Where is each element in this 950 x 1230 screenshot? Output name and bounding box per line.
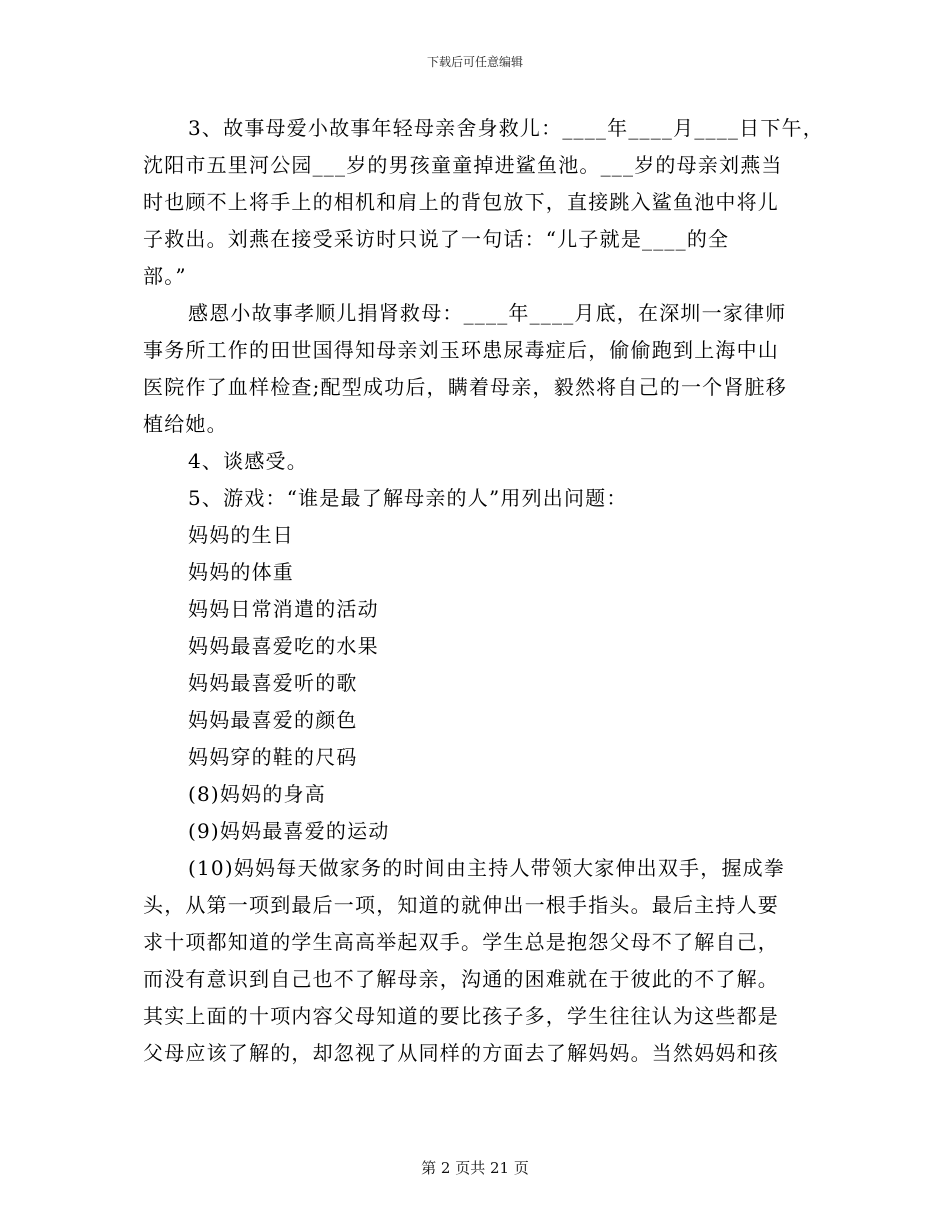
list-item: 妈妈的生日 xyxy=(188,523,294,547)
paragraph-line: 头，从第一项到最后一项，知道的就伸出一根手指头。最后主持人要 xyxy=(143,893,779,917)
list-item: (9)妈妈最喜爱的运动 xyxy=(188,819,390,843)
paragraph-line: 父母应该了解的，却忽视了从同样的方面去了解妈妈。当然妈妈和孩 xyxy=(143,1041,779,1065)
list-item: 妈妈日常消遣的活动 xyxy=(188,597,379,621)
list-item: 妈妈最喜爱的颜色 xyxy=(188,708,358,732)
paragraph-line: 而没有意识到自己也不了解母亲，沟通的困难就在于彼此的不了解。 xyxy=(143,967,779,991)
paragraph-line: 求十项都知道的学生高高举起双手。学生总是抱怨父母不了解自己， xyxy=(143,930,779,954)
page-number: 第 2 页共 21 页 xyxy=(421,1159,529,1177)
section-heading: 4、谈感受。 xyxy=(188,449,308,473)
paragraph-line: (10)妈妈每天做家务的时间由主持人带领大家伸出双手，握成拳 xyxy=(188,856,786,880)
header-note: 下载后可任意编辑 xyxy=(426,55,523,69)
list-item: 妈妈最喜爱吃的水果 xyxy=(188,634,379,658)
paragraph-line: 事务所工作的田世国得知母亲刘玉环患尿毒症后，偷偷跑到上海中山 xyxy=(143,338,779,362)
paragraph-line: 3、故事母爱小故事年轻母亲舍身救儿：____年____月____日下午， xyxy=(188,116,824,140)
paragraph-line: 其实上面的十项内容父母知道的要比孩子多，学生往往认为这些都是 xyxy=(143,1004,779,1028)
paragraph-line: 感恩小故事孝顺儿捐肾救母：____年____月底，在深圳一家律师 xyxy=(188,301,787,325)
list-item: 妈妈穿的鞋的尺码 xyxy=(188,745,358,769)
paragraph-line: 子救出。刘燕在接受采访时只说了一句话：“儿子就是____的全 xyxy=(143,227,730,251)
paragraph-line: 部。” xyxy=(143,264,187,288)
list-item: 妈妈的体重 xyxy=(188,560,294,584)
paragraph-line: 植给她。 xyxy=(143,412,228,436)
paragraph-line: 沈阳市五里河公园___岁的男孩童童掉进鲨鱼池。___岁的母亲刘燕当 xyxy=(143,153,783,177)
list-item: 妈妈最喜爱听的歌 xyxy=(188,671,358,695)
list-item: (8)妈妈的身高 xyxy=(188,782,326,806)
paragraph-line: 医院作了血样检查;配型成功后，瞒着母亲，毅然将自己的一个肾脏移 xyxy=(143,375,787,399)
section-heading: 5、游戏：“谁是最了解母亲的人”用列出问题： xyxy=(188,486,628,510)
paragraph-line: 时也顾不上将手上的相机和肩上的背包放下，直接跳入鲨鱼池中将儿 xyxy=(143,190,779,214)
